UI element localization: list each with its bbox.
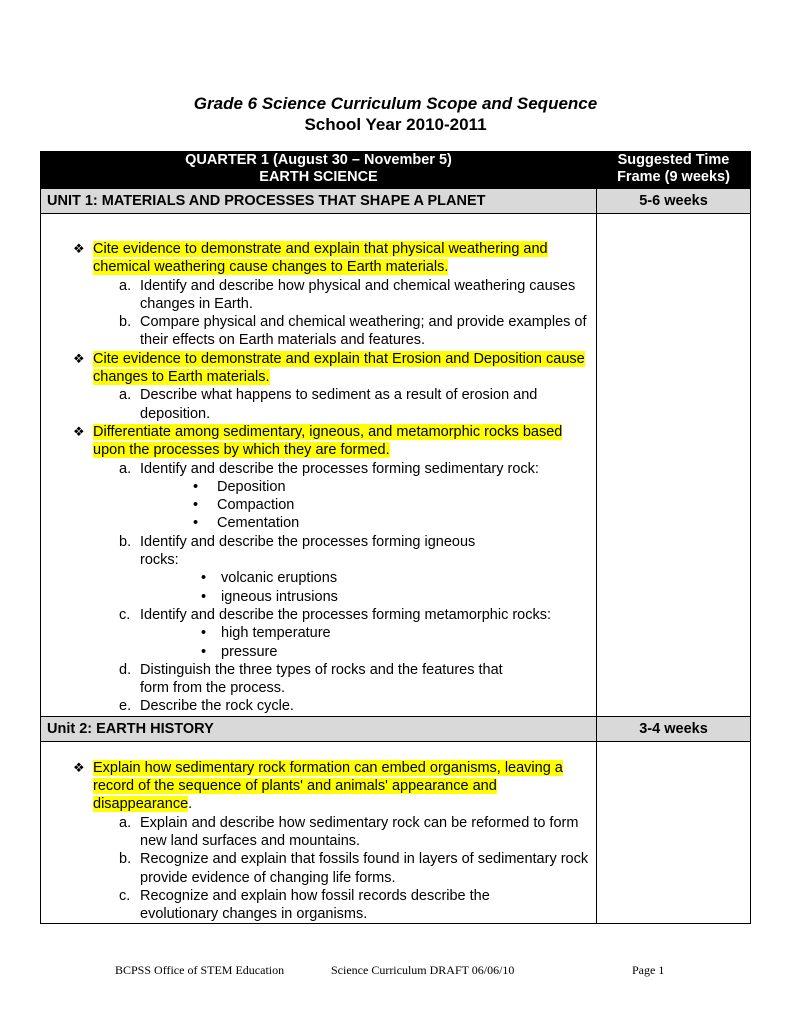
list-item: a. Identify and describe how physical and chemical weathering causes changes in Earth. xyxy=(119,277,576,312)
bullet-item: • Cementation xyxy=(193,515,300,532)
footer-center: Science Curriculum DRAFT 06/06/10 xyxy=(331,963,515,977)
unit2-duration: 3-4 weeks xyxy=(597,716,751,741)
list-item: b. Recognize and explain that fossils found in layers of sedimentary rock provide evidence of changing life forms. xyxy=(119,851,589,886)
diamond-bullet-icon: ❖ xyxy=(73,350,85,366)
list-item: d. Distinguish the three types of rocks and the features that form from the process. xyxy=(119,661,503,697)
diamond-bullet-icon: ❖ xyxy=(73,241,85,256)
list-item: c. Recognize and explain how fossil records describe the evolutionary changes in organisms. xyxy=(119,887,490,923)
unit2-objective-1: ❖ Explain how sedimentary rock formation can embed organisms, leaving a record of the sequence of plants' and animals' appearance and disappearance. xyxy=(73,759,563,813)
list-item: b. Identify and describe the processes forming igneous rocks: xyxy=(119,533,476,569)
subject-label: EARTH SCIENCE xyxy=(259,169,378,185)
footer-left: BCPSS Office of STEM Education xyxy=(115,963,285,977)
unit1-time-cell xyxy=(597,214,751,717)
unit1-content-row xyxy=(41,214,751,717)
bullet-item: • igneous intrusions xyxy=(201,588,338,605)
unit1-row xyxy=(41,189,751,214)
list-item: a. Describe what happens to sediment as a result of erosion and deposition. xyxy=(119,387,538,422)
list-item: b. Compare physical and chemical weathering; and provide examples of their effects on Earth materials and features. xyxy=(119,314,587,349)
objective-text: Explain how sedimentary rock formation can embed organisms, leaving a record of the sequence of plants' and animals' appearance and disappearance xyxy=(93,759,563,813)
bullet-item: • pressure xyxy=(201,643,278,660)
bullet-item: • Compaction xyxy=(193,497,295,514)
footer-page-number: Page 1 xyxy=(632,963,665,977)
time-label-line1: Suggested Time xyxy=(617,152,730,168)
quarter-header-cell xyxy=(41,152,597,189)
scope-sequence-table xyxy=(40,151,751,924)
list-item: e. Describe the rock cycle. xyxy=(119,698,294,715)
unit1-objective-1 xyxy=(41,240,596,277)
unit1-objective-3 xyxy=(41,423,596,460)
objective-text: Cite evidence to demonstrate and explain that Erosion and Deposition cause changes to Earth materials. xyxy=(93,350,585,386)
objective-text: Cite evidence to demonstrate and explain that physical weathering and chemical weathering cause changes to Earth materials. xyxy=(93,241,548,276)
document-title: Grade 6 Science Curriculum Scope and Sequence xyxy=(193,94,598,113)
bullet-item: • Deposition xyxy=(193,478,286,495)
unit1-content-cell xyxy=(41,214,597,717)
quarter-label: QUARTER 1 (August 30 – November 5) xyxy=(185,152,452,168)
unit2-time-cell xyxy=(597,741,751,924)
time-frame-header-cell xyxy=(597,152,751,189)
unit1-duration: 5-6 weeks xyxy=(597,189,751,214)
list-item: a. Identify and describe the processes forming sedimentary rock: xyxy=(119,460,539,477)
bullet-item: • volcanic eruptions xyxy=(201,570,338,587)
list-item: a. Explain and describe how sedimentary rock can be reformed to form new land surfaces and mountains. xyxy=(119,814,579,849)
unit1-objective-2 xyxy=(41,350,596,387)
bullet-item: • high temperature xyxy=(201,625,331,642)
time-label-line2: Frame (9 weeks) xyxy=(617,169,730,185)
unit1-title: UNIT 1: MATERIALS AND PROCESSES THAT SHAPE A PLANET xyxy=(41,189,597,214)
unit2-content-row xyxy=(41,741,751,924)
list-item: c. Identify and describe the processes forming metamorphic rocks: xyxy=(119,606,552,623)
document-subtitle: School Year 2010-2011 xyxy=(304,115,487,134)
unit2-content-cell xyxy=(41,741,597,924)
diamond-bullet-icon: ❖ xyxy=(73,423,85,439)
unit2-title: Unit 2: EARTH HISTORY xyxy=(41,716,597,741)
table-header-row xyxy=(41,152,751,189)
diamond-bullet-icon: ❖ xyxy=(73,759,85,775)
unit2-row xyxy=(41,716,751,741)
objective-text: Differentiate among sedimentary, igneous, and metamorphic rocks based upon the processes by which they are formed. xyxy=(93,423,563,459)
